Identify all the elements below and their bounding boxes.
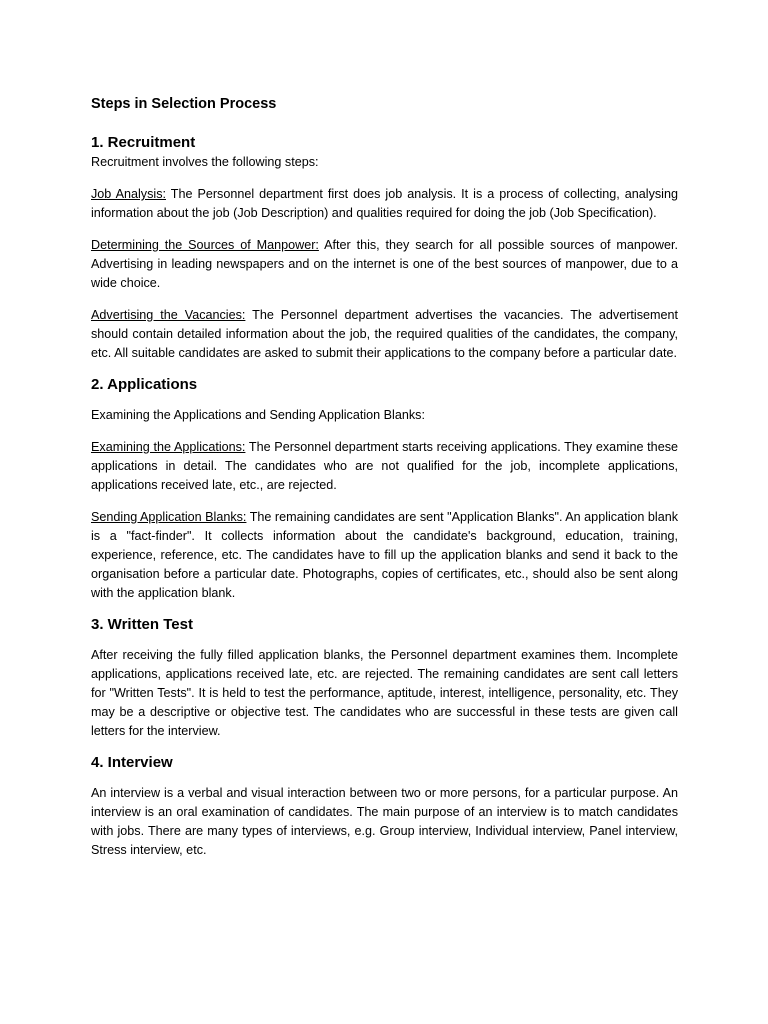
section-interview — [91, 753, 678, 860]
step-text: After this, they search for all possible sources of manpower. Advertising in leading newspapers and on the internet is one of the best sources of manpower, due to a wide choice. — [91, 238, 679, 290]
step-term: Determining the Sources of Manpower: — [91, 238, 319, 252]
step-text: The Personnel department advertises the vacancies. The advertisement should contain detailed information about the job, the required qualities of the candidates, the company, etc. All suitable candidates are asked to submit their applications to the company before a particular date. — [91, 308, 678, 360]
applications-step-sending-blanks — [91, 508, 678, 603]
section-heading: 1. Recruitment — [91, 134, 196, 151]
applications-step-examining — [91, 438, 678, 495]
section-written-test — [91, 615, 678, 741]
section-body: After receiving the fully filled application blanks, the Personnel department examines them. Incomplete applications, applications received late, etc. are rejected. The remaining candidates are sent call letters for "Written Tests". It is held to test the performance, aptitude, interest, intelligence, personality, etc. They may be a descriptive or objective test. The candidates who are successful in these tests are given call letters for the interview. — [91, 648, 678, 738]
step-term: Examining the Applications: — [91, 440, 246, 454]
section-intro: Examining the Applications and Sending Application Blanks: — [91, 408, 425, 422]
step-text: The Personnel department starts receiving applications. They examine these applications in detail. The candidates who are not qualified for the job, incomplete applications, applications received late, etc., are rejected. — [91, 440, 678, 492]
section-intro: Recruitment involves the following steps: — [91, 155, 319, 169]
step-text: The Personnel department first does job analysis. It is a process of collecting, analysing information about the job (Job Description) and qualities required for doing the job (Job Specification). — [91, 187, 678, 220]
recruitment-step-advertising — [91, 306, 678, 363]
section-applications — [91, 375, 678, 603]
step-term: Job Analysis: — [91, 187, 166, 201]
section-heading: 4. Interview — [91, 754, 173, 771]
step-text: The remaining candidates are sent "Application Blanks". An application blank is a "fact-finder". It collects information about the candidate's background, education, training, experience, reference, etc. The candidates have to fill up the application blanks and send it back to the organisation before a particular date. Photographs, copies of certificates, etc., should also be sent along with the application blank. — [91, 510, 679, 600]
step-term: Advertising the Vacancies: — [91, 308, 246, 322]
section-recruitment — [91, 133, 678, 363]
section-heading: 3. Written Test — [91, 616, 193, 633]
document-page — [91, 94, 678, 860]
section-body: An interview is a verbal and visual interaction between two or more persons, for a particular purpose. An interview is an oral examination of candidates. The main purpose of an interview is to match candidates with jobs. There are many types of interviews, e.g. Group interview, Individual interview, Panel interview, Stress interview, etc. — [91, 786, 678, 857]
section-heading: 2. Applications — [91, 376, 198, 393]
recruitment-step-sources — [91, 236, 678, 293]
document-title: Steps in Selection Process — [91, 96, 277, 112]
step-term: Sending Application Blanks: — [91, 510, 247, 524]
recruitment-step-job-analysis — [91, 185, 678, 223]
